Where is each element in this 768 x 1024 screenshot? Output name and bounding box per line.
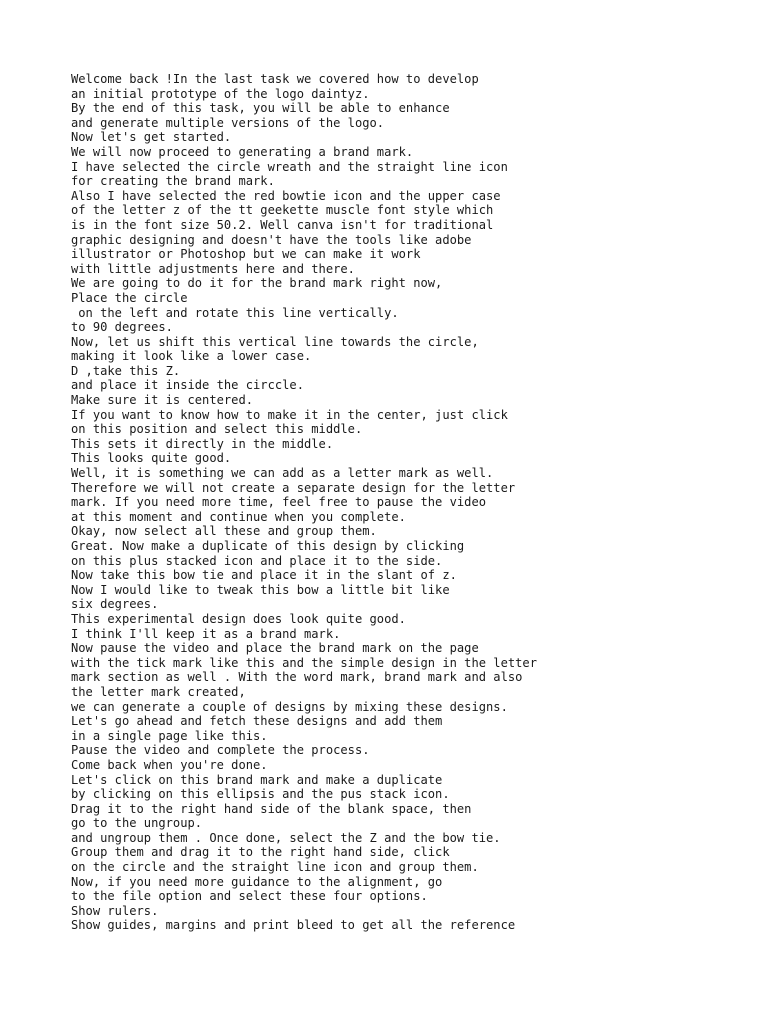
transcript-line: Now take this bow tie and place it in the slant of z. — [71, 568, 457, 583]
transcript-line: Place the circle — [71, 290, 188, 305]
transcript-line: Group them and drag it to the right hand side, click — [71, 845, 450, 860]
transcript-line: Now, if you need more guidance to the alignment, go — [71, 874, 443, 889]
transcript-line: Welcome back !In the last task we covered how to develop — [71, 72, 479, 86]
transcript-line: we can generate a couple of designs by mixing these designs. — [71, 699, 508, 714]
transcript-line: graphic designing and doesn't have the tools like adobe — [71, 232, 472, 247]
transcript-line: an initial prototype of the logo daintyz. — [71, 86, 370, 101]
transcript-line: I think I'll keep it as a brand mark. — [71, 626, 341, 641]
transcript-line: and ungroup them . Once done, select the Z and the bow tie. — [71, 830, 501, 845]
transcript-line: Pause the video and complete the process. — [71, 743, 370, 758]
transcript-line: to 90 degrees. — [71, 320, 173, 335]
transcript-line: and generate multiple versions of the logo. — [71, 115, 385, 130]
transcript-line: with little adjustments here and there. — [71, 261, 355, 276]
transcript-line: Now, let us shift this vertical line towards the circle, — [71, 334, 479, 349]
transcript-line: This experimental design does look quite good. — [71, 611, 406, 626]
transcript-line: Well, it is something we can add as a letter mark as well. — [71, 466, 494, 481]
transcript-line: is in the font size 50.2. Well canva isn't for traditional — [71, 217, 494, 232]
transcript-line: in a single page like this. — [71, 728, 268, 743]
transcript-line: Okay, now select all these and group them. — [71, 524, 377, 539]
transcript-line: Therefore we will not create a separate design for the letter — [71, 480, 516, 495]
transcript-line: on the left and rotate this line vertically. — [71, 305, 399, 320]
transcript-line: Now I would like to tweak this bow a little bit like — [71, 582, 450, 597]
transcript-line: illustrator or Photoshop but we can make it work — [71, 247, 421, 262]
transcript-line: Great. Now make a duplicate of this design by clicking — [71, 539, 465, 553]
transcript-line: to the file option and select these four options. — [71, 889, 428, 904]
transcript-line: by clicking on this ellipsis and the pus stack icon. — [71, 787, 450, 802]
transcript-line: on this plus stacked icon and place it to the side. — [71, 553, 443, 568]
transcript-line: of the letter z of the tt geekette muscle font style which — [71, 203, 494, 218]
transcript-line: Also I have selected the red bowtie icon and the upper case — [71, 188, 501, 203]
transcript-text — [71, 72, 761, 933]
transcript-line: Show guides, margins and print bleed to get all the reference — [71, 918, 516, 933]
transcript-line: and place it inside the circcle. — [71, 378, 304, 393]
transcript-line: This looks quite good. — [71, 451, 232, 466]
transcript-line: By the end of this task, you will be able to enhance — [71, 101, 450, 116]
transcript-line: the letter mark created, — [71, 684, 246, 699]
transcript-line: This sets it directly in the middle. — [71, 436, 334, 451]
transcript-line: D ,take this Z. — [71, 363, 181, 378]
transcript-line: mark section as well . With the word mark, brand mark and also — [71, 670, 523, 685]
transcript-line: Let's go ahead and fetch these designs and add them — [71, 714, 443, 729]
transcript-line: Drag it to the right hand side of the blank space, then — [71, 801, 472, 816]
transcript-line: on the circle and the straight line icon and group them. — [71, 860, 479, 875]
transcript-line: go to the ungroup. — [71, 816, 203, 831]
transcript-line: We will now proceed to generating a brand mark. — [71, 144, 414, 159]
transcript-line: making it look like a lower case. — [71, 349, 312, 364]
transcript-line: on this position and select this middle. — [71, 422, 363, 437]
transcript-line: If you want to know how to make it in the center, just click — [71, 407, 508, 422]
transcript-line: Let's click on this brand mark and make a duplicate — [71, 772, 443, 787]
transcript-line: Now let's get started. — [71, 130, 232, 145]
transcript-line: Show rulers. — [71, 903, 159, 918]
transcript-line: at this moment and continue when you complete. — [71, 509, 406, 524]
transcript-line: Make sure it is centered. — [71, 393, 254, 408]
transcript-line: We are going to do it for the brand mark right now, — [71, 276, 443, 291]
transcript-line: I have selected the circle wreath and the straight line icon — [71, 159, 508, 174]
transcript-line: Come back when you're done. — [71, 757, 268, 772]
transcript-line: Now pause the video and place the brand mark on the page — [71, 641, 479, 656]
transcript-line: for creating the brand mark. — [71, 174, 275, 189]
transcript-line: with the tick mark like this and the simple design in the letter — [71, 655, 537, 670]
transcript-line: six degrees. — [71, 597, 159, 612]
transcript-line: mark. If you need more time, feel free to pause the video — [71, 495, 487, 510]
